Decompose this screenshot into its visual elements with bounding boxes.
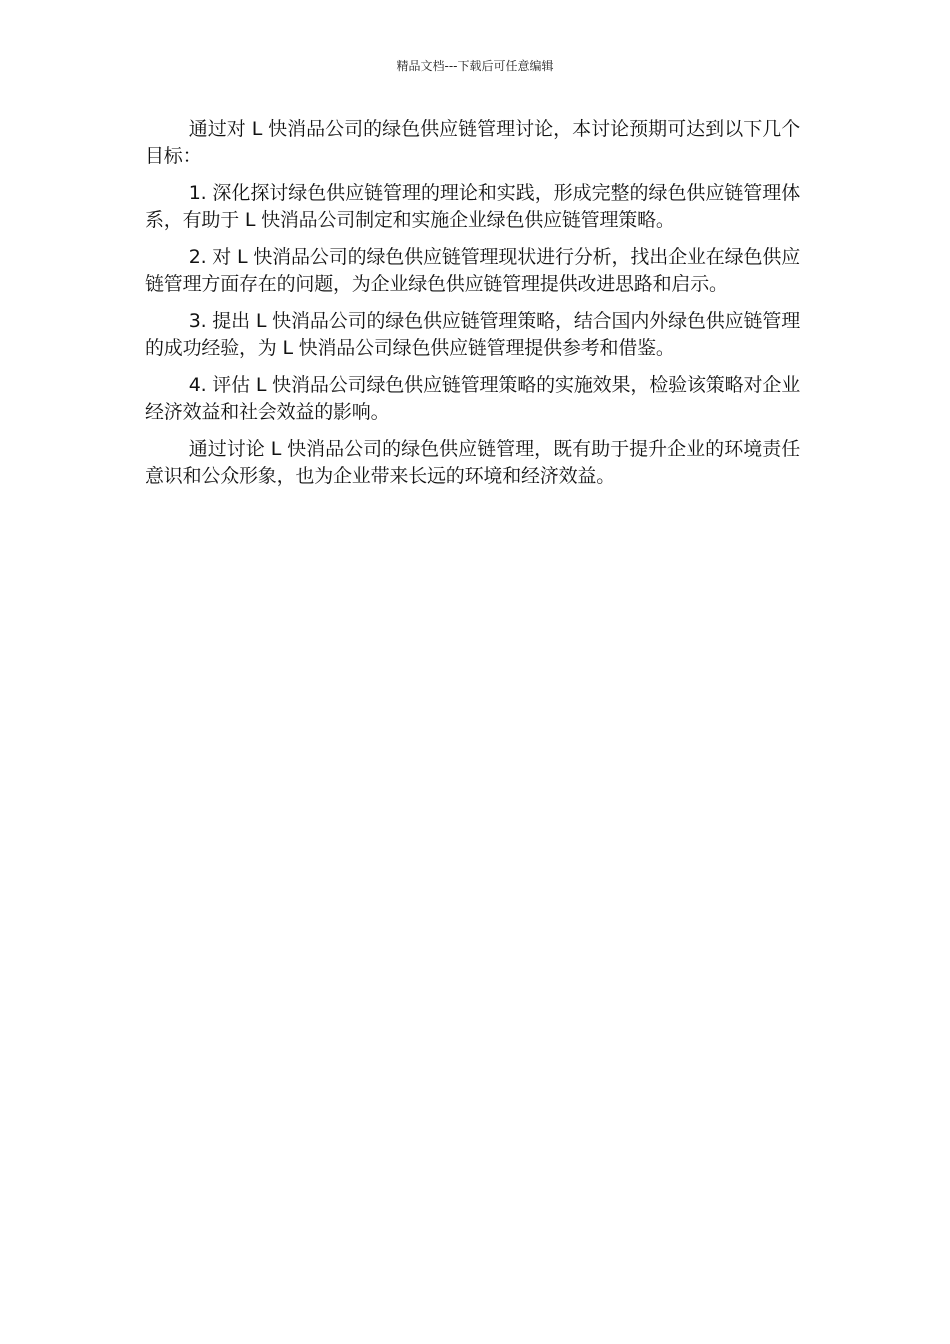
page-header: 精品文档---下载后可任意编辑 (396, 59, 554, 73)
goal-item-2: 2. 对 L 快消品公司的绿色供应链管理现状进行分析，找出企业在绿色供应链管理方面存在的问题，为企业绿色供应链管理提供改进思路和启示。 (145, 246, 800, 295)
intro-paragraph: 通过对 L 快消品公司的绿色供应链管理讨论，本讨论预期可达到以下几个目标： (145, 118, 800, 167)
goal-item-3: 3. 提出 L 快消品公司的绿色供应链管理策略，结合国内外绿色供应链管理的成功经验，为 L 快消品公司绿色供应链管理提供参考和借鉴。 (145, 310, 800, 359)
conclusion-paragraph: 通过讨论 L 快消品公司的绿色供应链管理，既有助于提升企业的环境责任意识和公众形象，也为企业带来长远的环境和经济效益。 (145, 438, 800, 487)
goal-item-4: 4. 评估 L 快消品公司绿色供应链管理策略的实施效果，检验该策略对企业经济效益和社会效益的影响。 (145, 374, 800, 423)
goal-item-1: 1. 深化探讨绿色供应链管理的理论和实践，形成完整的绿色供应链管理体系，有助于 L 快消品公司制定和实施企业绿色供应链管理策略。 (145, 182, 800, 231)
document-body (145, 116, 800, 500)
